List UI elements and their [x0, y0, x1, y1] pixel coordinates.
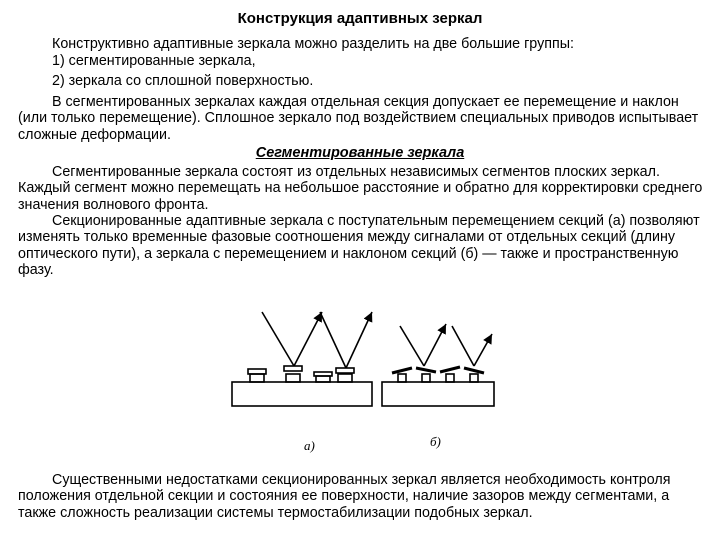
paragraph-segmented-vs-solid: В сегментированных зеркалах каждая отдельная секция допускает ее перемещение и наклон (или только перемещение). Сплошное зеркало под воздействием специальных приводов испытывает сложные деформации. [18, 94, 699, 143]
paragraph-sectioned: Секционированные адаптивные зеркала с поступательным перемещением секций (а) позволяют изменять только временные фазовые соотношения между сигналами от отдельных секций (длину оптического пути), а зеркала с перемещением и наклоном секций (б) — также и пространственную фазу. [18, 213, 700, 279]
figure-label-b: б) [430, 434, 441, 449]
substrate-a [232, 382, 372, 406]
paragraph-drawbacks: Существенными недостатками секционированных зеркал является необходимость контроля положения отдельной секции и состояния ее поверхности, наличие зазоров между сегментами, а также сложность реализации системы термостабилизации подобных зеркал. [18, 472, 671, 521]
list-item-1: 1) сегментированные зеркала, [52, 53, 256, 69]
section-heading: Сегментированные зеркала [255, 145, 465, 161]
page-title: Конструкция адаптивных зеркал [237, 10, 483, 27]
intro-text: Конструктивно адаптивные зеркала можно разделить на две большие группы: [52, 36, 574, 52]
paragraph-segments: Сегментированные зеркала состоят из отдельных независимых сегментов плоских зеркал. Каждый сегмент можно перемещать на небольшое расстояние и обратно для корректировки среднего значения волнового фронта. [18, 164, 703, 213]
list-item-2: 2) зеркала со сплошной поверхностью. [52, 73, 314, 89]
mirror-diagram [222, 290, 512, 460]
figure-label-a: а) [304, 438, 315, 453]
substrate-b [382, 382, 494, 406]
